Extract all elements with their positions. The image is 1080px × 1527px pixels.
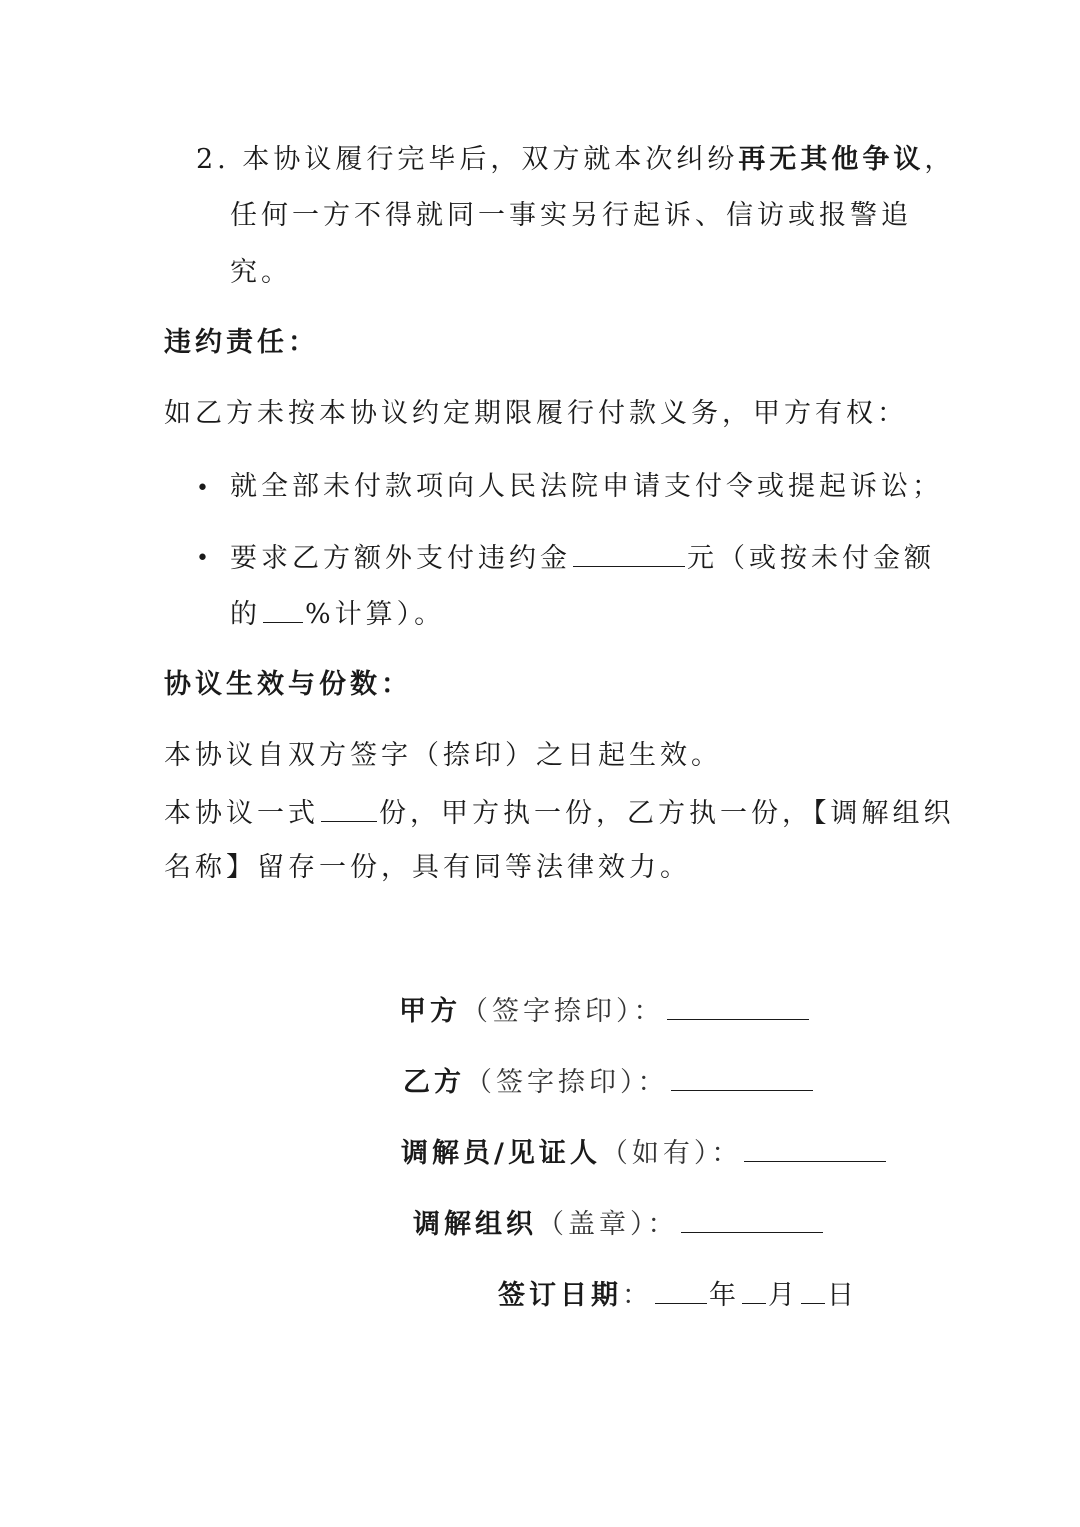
month-blank[interactable] xyxy=(742,1277,766,1304)
effect-line-2 xyxy=(164,795,955,831)
breach-heading: 违约责任： xyxy=(164,327,319,358)
date-label: 签订日期 xyxy=(498,1280,622,1311)
year-blank[interactable] xyxy=(655,1277,707,1304)
effect-line-3: 名称】留存一份，具有同等法律效力。 xyxy=(164,852,691,883)
org-seal-blank[interactable] xyxy=(681,1206,823,1233)
org-seal-line xyxy=(413,1206,825,1242)
bullet-2-line2-post: %计算）。 xyxy=(305,599,446,630)
effect-line-1: 本协议自双方签字（捺印）之日起生效。 xyxy=(164,740,722,771)
party-b-label: 乙方 xyxy=(403,1067,465,1098)
party-a-signature-line xyxy=(399,993,811,1029)
clause-2-line-3: 究。 xyxy=(230,257,292,288)
party-a-label: 甲方 xyxy=(399,996,461,1027)
bullet-2-text-post: 元（或按未付金额 xyxy=(687,543,935,574)
year-label: 年 xyxy=(709,1280,740,1311)
bullet-icon: • xyxy=(196,476,209,501)
clause-number: 2. xyxy=(196,144,230,175)
bullet-2-text-pre: 要求乙方额外支付违约金 xyxy=(230,543,571,574)
month-label: 月 xyxy=(768,1280,799,1311)
day-label: 日 xyxy=(827,1280,858,1311)
party-b-paren: （签字捺印）： xyxy=(465,1067,669,1098)
org-label: 调解组织 xyxy=(413,1209,537,1240)
party-a-signature-blank[interactable] xyxy=(667,993,809,1020)
breach-intro: 如乙方未按本协议约定期限履行付款义务，甲方有权： xyxy=(164,398,908,429)
org-paren: （盖章）： xyxy=(537,1209,679,1240)
party-b-signature-line xyxy=(403,1064,815,1100)
day-blank[interactable] xyxy=(801,1277,825,1304)
breach-bullet-2-line-1 xyxy=(230,540,935,576)
bullet-icon: • xyxy=(196,546,209,571)
mediator-label: 调解员/见证人 xyxy=(401,1138,601,1169)
mediator-paren: （如有）： xyxy=(600,1138,743,1169)
date-colon: ： xyxy=(622,1280,653,1311)
penalty-amount-blank xyxy=(573,540,685,567)
clause-2-line-1 xyxy=(196,143,955,177)
copies-blank xyxy=(321,795,377,822)
party-b-signature-blank[interactable] xyxy=(671,1064,813,1091)
effect-heading: 协议生效与份数： xyxy=(164,669,412,700)
effect-line2-post: 份，甲方执一份，乙方执一份，【调解组织 xyxy=(379,798,955,829)
clause-text: 本协议履行完毕后，双方就本次纠纷 xyxy=(242,144,739,175)
clause-punct: ， xyxy=(924,144,956,175)
breach-bullet-2-line-2 xyxy=(230,596,445,632)
signing-date-line xyxy=(498,1277,858,1313)
mediator-signature-blank[interactable] xyxy=(744,1135,886,1162)
mediator-signature-line xyxy=(401,1135,888,1171)
effect-line2-pre: 本协议一式 xyxy=(164,798,319,829)
party-a-paren: （签字捺印）： xyxy=(461,996,665,1027)
bullet-2-line2-pre: 的 xyxy=(230,599,261,630)
clause-emphasis: 再无其他争议 xyxy=(738,144,925,175)
breach-bullet-1: 就全部未付款项向人民法院申请支付令或提起诉讼； xyxy=(230,471,943,502)
percentage-blank xyxy=(263,596,303,623)
clause-2-line-2: 任何一方不得就同一事实另行起诉、信访或报警追 xyxy=(230,200,912,231)
